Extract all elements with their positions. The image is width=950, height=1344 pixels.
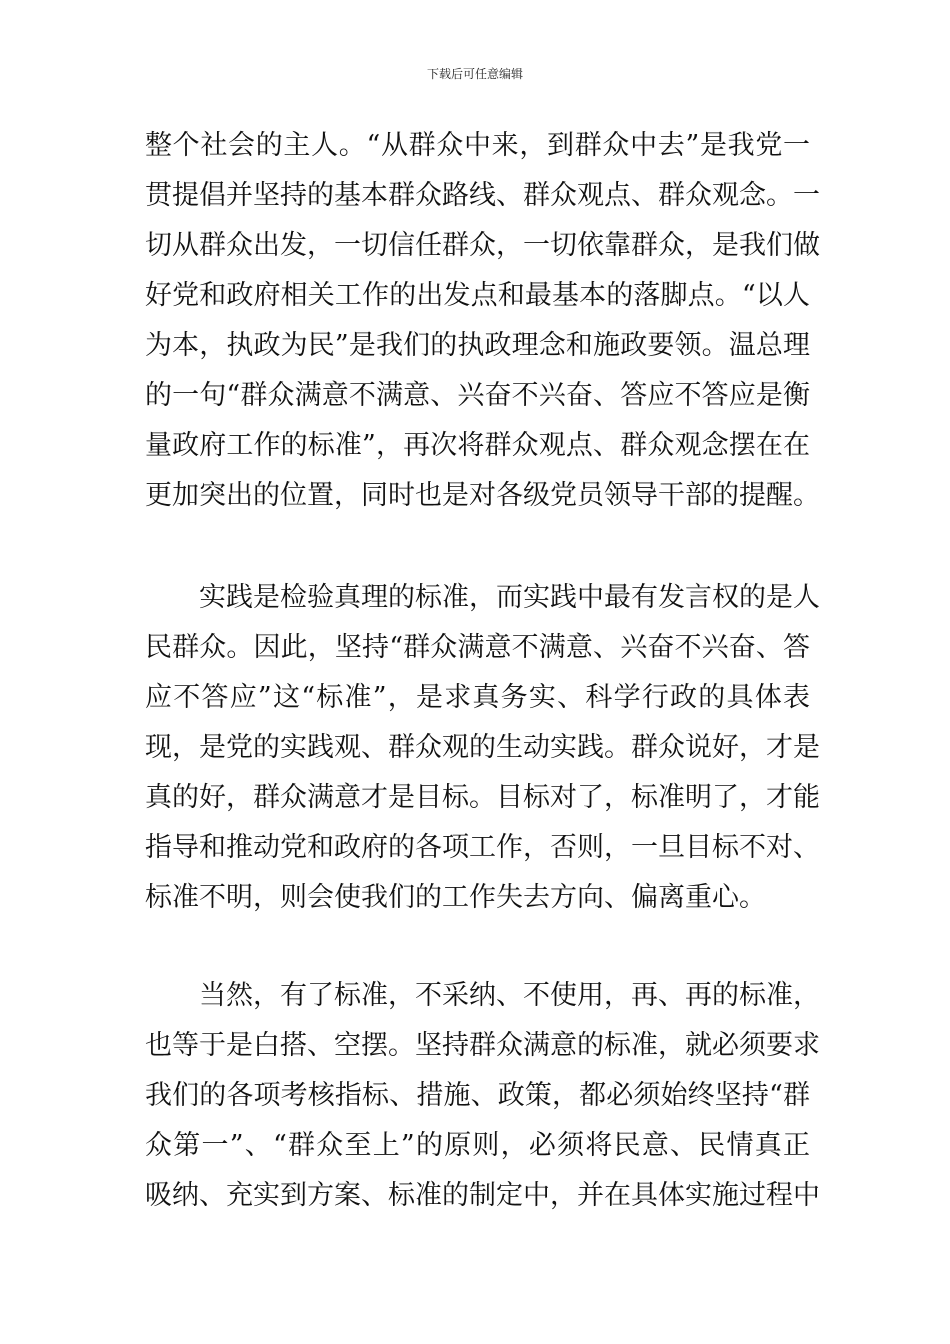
paragraph-2-line-7: 标准不明，则会使我们的工作失去方向、偏离重心。 [145, 882, 766, 913]
paragraph-1-line-1: 整个社会的主人。“从群众中来，到群众中去”是我党一 [145, 130, 810, 161]
paragraph-2-line-6: 指导和推动党和政府的各项工作，否则，一旦目标不对、 [145, 832, 820, 863]
page-header: 下载后可任意编辑 [426, 67, 523, 81]
paragraph-2-line-4: 现，是党的实践观、群众观的生动实践。群众说好，才是 [145, 732, 820, 763]
paragraph-1-line-6: 的一句“群众满意不满意、兴奋不兴奋、答应不答应是衡 [145, 380, 810, 411]
paragraph-1-line-3: 切从群众出发，一切信任群众，一切依靠群众，是我们做 [145, 230, 820, 261]
paragraph-2-line-1: 实践是检验真理的标准，而实践中最有发言权的是人 [199, 582, 820, 613]
paragraph-2-line-3: 应不答应”这“标准”，是求真务实、科学行政的具体表 [145, 682, 810, 713]
paragraph-1-line-8: 更加突出的位置，同时也是对各级党员领导干部的提醒。 [145, 480, 820, 511]
paragraph-2-line-5: 真的好，群众满意才是目标。目标对了，标准明了，才能 [145, 782, 820, 813]
paragraph-3-line-1: 当然，有了标准，不采纳、不使用，再、再的标准， [199, 980, 820, 1011]
paragraph-3-line-4: 众第一”、“群众至上”的原则，必须将民意、民情真正 [145, 1130, 810, 1161]
paragraph-3-line-5: 吸纳、充实到方案、标准的制定中，并在具体实施过程中 [145, 1180, 820, 1211]
paragraph-1-line-4: 好党和政府相关工作的出发点和最基本的落脚点。“以人 [145, 280, 810, 311]
paragraph-1-line-7: 量政府工作的标准”，再次将群众观点、群众观念摆在在 [145, 430, 810, 461]
paragraph-1-line-2: 贯提倡并坚持的基本群众路线、群众观点、群众观念。一 [145, 180, 820, 211]
paragraph-3-line-2: 也等于是白搭、空摆。坚持群众满意的标准，就必须要求 [145, 1030, 820, 1061]
paragraph-2-line-2: 民群众。因此，坚持“群众满意不满意、兴奋不兴奋、答 [145, 632, 810, 663]
paragraph-3-line-3: 我们的各项考核指标、措施、政策，都必须始终坚持“群 [145, 1080, 810, 1111]
paragraph-1-line-5: 为本，执政为民”是我们的执政理念和施政要领。温总理 [145, 330, 810, 361]
